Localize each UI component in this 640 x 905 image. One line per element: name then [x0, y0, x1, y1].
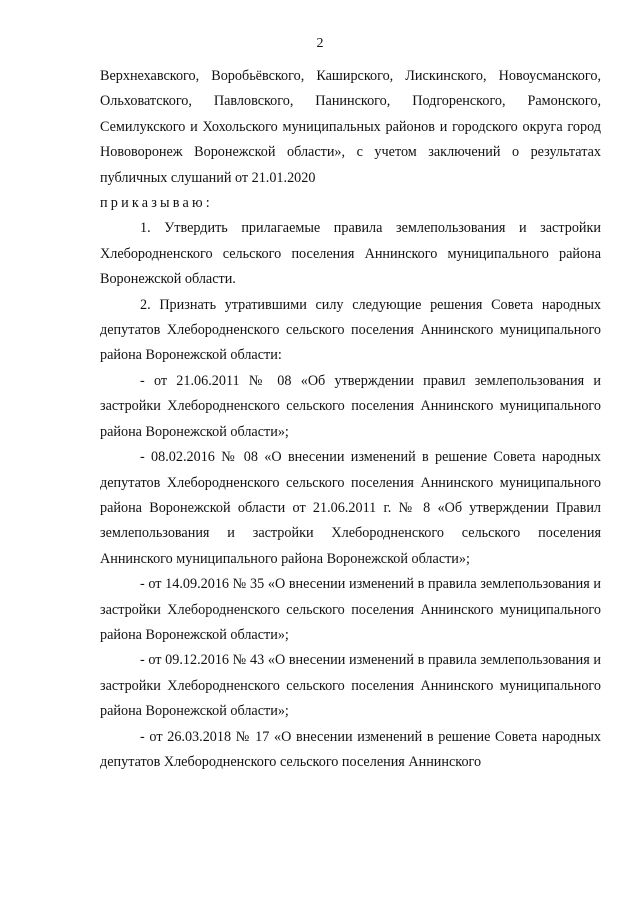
list-item-decision-5: - от 26.03.2018 № 17 «О внесении изменений в решение Совета народных депутатов Хлебородненского сельского поселения Аннинского [100, 728, 601, 770]
list-item-decision-3: - от 14.09.2016 № 35 «О внесении изменений в правила землепользования и застройки Хлебородненского сельского поселения Аннинского муниципального района Воронежской области»; [100, 576, 601, 643]
document-body [100, 64, 601, 775]
paragraph-item-1: 1. Утвердить прилагаемые правила землепользования и застройки Хлебородненского сельского поселения Аннинского муниципального района Воронежской области. [100, 220, 601, 288]
paragraph-continuation: Верхнехавского, Воробьёвского, Каширского, Лискинского, Новоусманского, Ольховатского, Павловского, Панинского, Подгоренского, Рамонского, Семилукского и Хохольского муниципальных районов и городского округа город Нововоронеж Воронежской области», с учетом заключений о результатах публичных слушаний от 21.01.2020 [100, 68, 601, 186]
list-item-decision-4: - от 09.12.2016 № 43 «О внесении изменений в правила землепользования и застройки Хлебородненского сельского поселения Аннинского муниципального района Воронежской области»; [100, 652, 601, 720]
order-keyword: приказываю: [100, 195, 213, 212]
paragraph-item-2: 2. Признать утратившими силу следующие решения Совета народных депутатов Хлебородненского сельского поселения Аннинского муниципального района Воронежской области: [100, 296, 601, 364]
list-item-decision-2: - 08.02.2016 № 08 «О внесении изменений в решение Совета народных депутатов Хлебородненского сельского поселения Аннинского муниципального района Воронежской области от 21.06.2011 г. № 8 «Об утверждении Правил землепользования и застройки Хлебородненского сельского поселения Аннинского муниципального района Воронежской области»; [100, 449, 601, 567]
list-item-decision-1: - от 21.06.2011 № 08 «Об утверждении правил землепользования и застройки Хлебородненского сельского поселения Аннинского муниципального района Воронежской области»; [100, 372, 601, 440]
page-number: 2 [316, 36, 324, 51]
